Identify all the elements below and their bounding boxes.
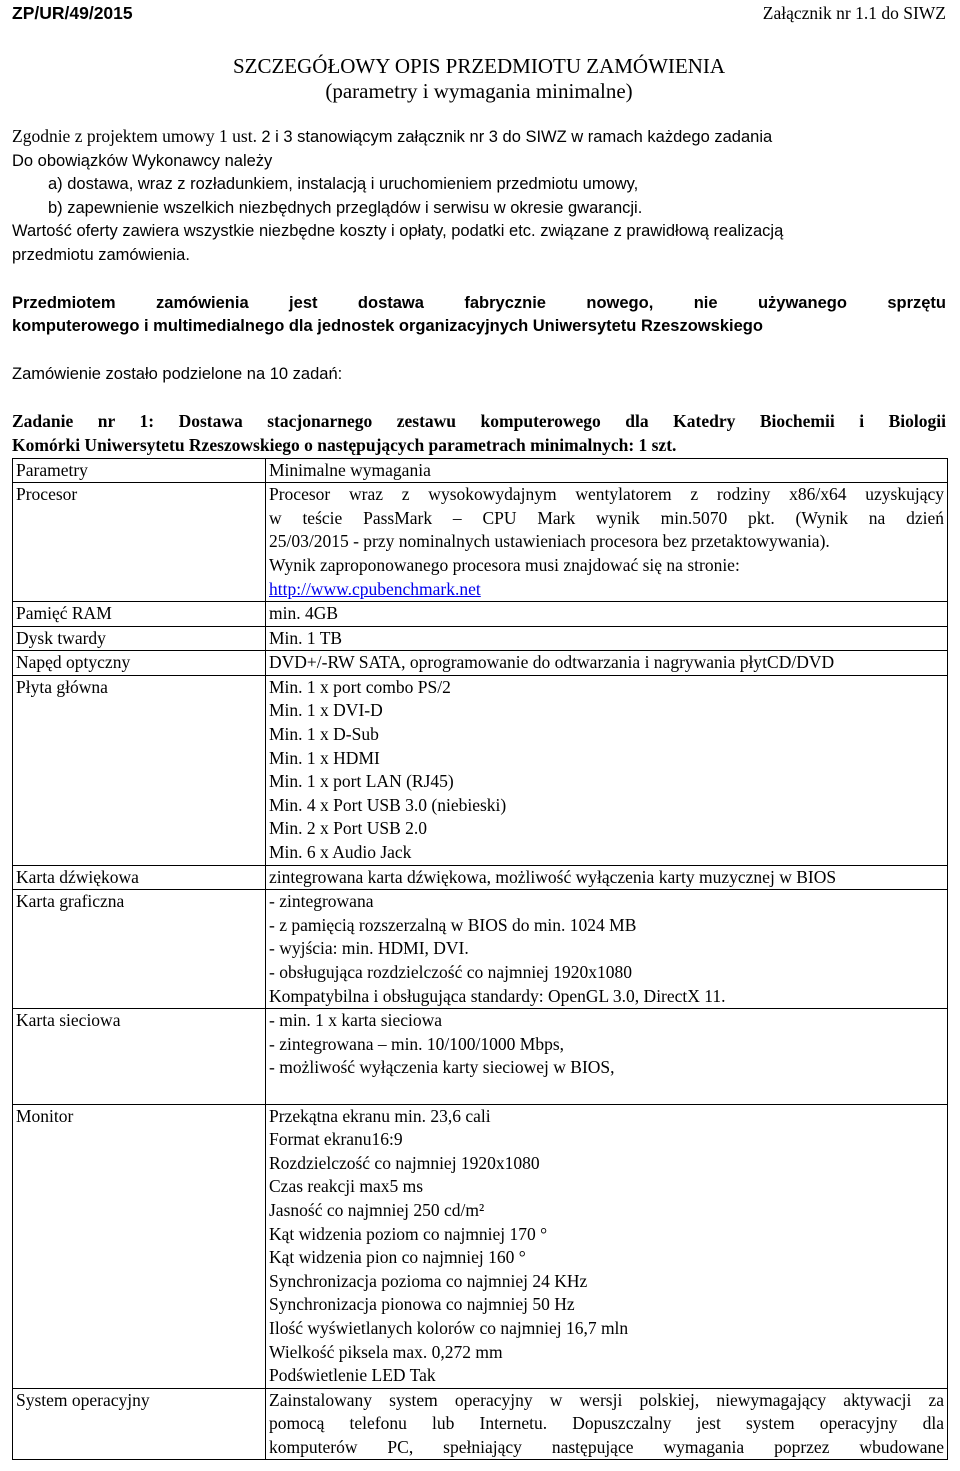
table-row [13,651,948,676]
intro-item-b: b) zapewnienie wszelkich niezbędnych przeglądów i serwisu w okresie gwarancji. [48,198,643,217]
document-subtitle: (parametry i wymagania minimalne) [325,79,633,103]
reference-number: ZP/UR/49/2015 [12,3,133,23]
document-title: SZCZEGÓŁOWY OPIS PRZEDMIOTU ZAMÓWIENIA [232,54,726,78]
monitor-line: Podświetlenie LED Tak [269,1365,436,1386]
param-value: zintegrowana karta dźwiękowa, możliwość wyłączenia karty muzycznej w BIOS [266,865,948,890]
table-header-row [13,458,948,483]
board-line: Min. 1 x DVI-D [269,700,383,721]
page-header [12,0,946,28]
monitor-line: Jasność co najmniej 250 cd/m² [269,1199,485,1220]
param-value: DVD+/-RW SATA, oprogramowanie do odtwarzania i nagrywania płytCD/DVD [266,651,948,676]
monitor-line: Przekątna ekranu min. 23,6 cali [269,1105,491,1126]
nic-line: - możliwość wyłączenia karty sieciowej w BIOS, [269,1057,615,1078]
monitor-line: Czas reakcji max5 ms [269,1176,424,1197]
subject-line2: komputerowego i multimedialnego dla jednostek organizacyjnych Uniwersytetu Rzeszowskiego [12,317,763,336]
param-label: Pamięć RAM [13,602,266,627]
monitor-line: Rozdzielczość co najmniej 1920x1080 [269,1152,540,1173]
table-row [13,1388,948,1460]
param-label: Napęd optyczny [13,651,266,676]
cpu-line: 25/03/2015 - przy nominalnych ustawieniach procesora bez przetaktowywania). [269,531,830,552]
gpu-line: - obsługująca rozdzielczość co najmniej 1920x1080 [269,962,633,982]
intro-value-line1: Wartość oferty zawiera wszystkie niezbędne koszty i opłaty, podatki etc. związane z prawidłową realizacją [12,222,784,241]
attachment-label: Załącznik nr 1.1 do SIWZ [762,3,946,23]
board-line: Min. 2 x Port USB 2.0 [269,818,428,839]
nic-line: - min. 1 x karta sieciowa [269,1010,443,1031]
monitor-line: Wielkość piksela max. 0,272 mm [269,1341,503,1362]
intro-section [12,125,946,268]
monitor-line: Synchronizacja pionowa co najmniej 50 Hz [269,1294,575,1315]
board-line: Min. 4 x Port USB 3.0 (niebieski) [269,794,507,815]
requirements-table [12,458,948,1461]
param-value [266,675,948,865]
param-label: Monitor [13,1104,266,1388]
board-line: Min. 1 x HDMI [269,747,380,768]
task-line1: Zadanie nr 1: Dostawa stacjonarnego zestawu komputerowego dla Katedry Biochemii i Biologii [12,411,946,432]
table-row [13,626,948,651]
table-row [13,890,948,1009]
param-label: Procesor [13,483,266,602]
param-label: Dysk twardy [13,626,266,651]
gpu-line: Kompatybilna i obsługująca standardy: OpenGL 3.0, DirectX 11. [269,985,726,1006]
gpu-line: - z pamięcią rozszerzalną w BIOS do min. 1024 MB [269,914,637,935]
intro-line1-a: Zgodnie z projektem umowy 1 ust. [12,126,262,146]
param-value: Min. 1 TB [266,626,948,651]
gpu-line: - wyjścia: min. HDMI, DVI. [269,938,469,959]
table-row [13,602,948,627]
param-value [266,483,948,602]
table-row [13,483,948,602]
monitor-line: Synchronizacja pozioma co najmniej 24 KHz [269,1270,588,1291]
os-line: Zainstalowany system operacyjny w wersji polskiej, niewymagający aktywacji za [269,1389,944,1410]
os-line: komputerów PC, spełniający następujące wymagania poprzez wbudowane [269,1436,944,1457]
board-line: Min. 6 x Audio Jack [269,842,412,863]
document-page [12,0,946,1460]
cpu-line: Procesor wraz z wysokowydajnym wentylatorem z rodziny x86/x64 uzyskujący [269,484,944,505]
table-row [13,1104,948,1388]
intro-line1-b: 2 i 3 stanowiącym załącznik nr 3 do SIWZ w ramach każdego zadania [261,128,773,146]
nic-line: - zintegrowana – min. 10/100/1000 Mbps, [269,1033,565,1054]
gpu-line: - zintegrowana [269,891,374,912]
cpubenchmark-link[interactable]: http://www.cpubenchmark.net [269,578,481,599]
cpu-line: w teście PassMark – CPU Mark wynik min.5070 pkt. (Wynik na dzień [269,507,944,528]
table-header-param: Parametry [13,458,266,483]
table-row [13,865,948,890]
division-text: Zamówienie zostało podzielone na 10 zadań: [12,364,343,383]
intro-line2: Do obowiązków Wykonawcy należy [12,151,273,170]
monitor-line: Kąt widzenia pion co najmniej 160 ° [269,1247,526,1268]
cpu-line: Wynik zaproponowanego procesora musi znajdować się na stronie: [269,554,740,575]
subject-line1: Przedmiotem zamówienia jest dostawa fabrycznie nowego, nie używanego sprzętu [12,293,946,312]
intro-value-line2: przedmiotu zamówienia. [12,245,190,264]
os-line: pomocą telefonu lub Internetu. Dopuszczalny jest system operacyjny dla [269,1413,944,1434]
param-label: Karta graficzna [13,890,266,1009]
table-row [13,675,948,865]
board-line: Min. 1 x port LAN (RJ45) [269,771,454,792]
board-line: Min. 1 x D-Sub [269,724,379,745]
intro-item-a: a) dostawa, wraz z rozładunkiem, instalacją i uruchomieniem przedmiotu umowy, [48,175,639,194]
task-line2: Komórki Uniwersytetu Rzeszowskiego o następujących parametrach minimalnych: 1 szt. [12,434,677,455]
param-value [266,1104,948,1388]
param-label: Płyta główna [13,675,266,865]
intro-line [12,125,946,150]
monitor-line: Format ekranu16:9 [269,1129,403,1150]
param-value [266,1009,948,1104]
param-label: Karta sieciowa [13,1009,266,1104]
nic-line-empty [269,1080,944,1104]
table-header-requirements: Minimalne wymagania [266,458,948,483]
table-row [13,1009,948,1104]
param-value: min. 4GB [266,602,948,627]
param-label: Karta dźwiękowa [13,865,266,890]
param-value [266,1388,948,1460]
board-line: Min. 1 x port combo PS/2 [269,676,451,697]
param-value [266,890,948,1009]
monitor-line: Ilość wyświetlanych kolorów co najmniej 16,7 mln [269,1317,629,1338]
param-label: System operacyjny [13,1388,266,1460]
monitor-line: Kąt widzenia poziom co najmniej 170 ° [269,1223,548,1244]
